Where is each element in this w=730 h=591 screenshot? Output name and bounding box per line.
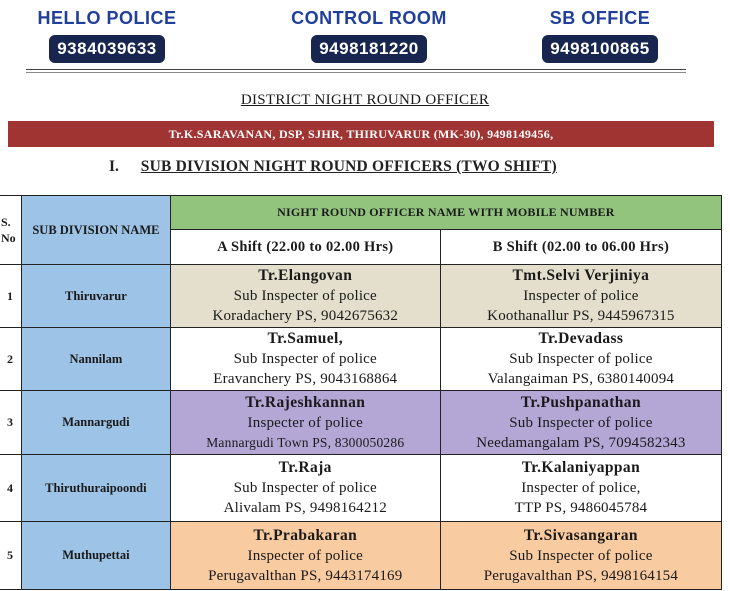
control-room-block xyxy=(275,8,463,63)
officer-station: Alivalam PS, 9498164212 xyxy=(223,500,387,516)
hello-police-title: HELLO POLICE xyxy=(37,8,177,28)
b-shift-officer xyxy=(440,265,721,328)
district-officer-banner: Tr.K.SARAVANAN, DSP, SJHR, THIRUVARUR (MK-30), 9498149456, xyxy=(8,121,714,147)
officer-name: Tr.Rajeshkannan xyxy=(245,393,366,411)
b-shift-officer xyxy=(440,455,721,522)
section-title: SUB DIVISION NIGHT ROUND OFFICERS (TWO SHIFT) xyxy=(140,158,557,175)
officer-name: Tr.Prabakaran xyxy=(253,526,358,544)
officer-rank: Sub Inspecter of police xyxy=(509,414,653,431)
column-header-b-shift: B Shift (02.00 to 06.00 Hrs) xyxy=(440,230,721,265)
officer-name: Tr.Pushpanathan xyxy=(520,393,641,411)
night-round-table xyxy=(0,195,722,590)
row-division: Nannilam xyxy=(22,328,171,391)
table-row xyxy=(0,265,722,328)
section-number: I. xyxy=(109,158,119,175)
column-header-a-shift: A Shift (22.00 to 02.00 Hrs) xyxy=(170,230,440,265)
officer-name: Tr.Raja xyxy=(278,459,332,476)
officer-rank: Inspecter of police xyxy=(247,414,363,431)
column-header-division: SUB DIVISION NAME xyxy=(22,196,171,265)
officer-rank: Inspecter of police xyxy=(523,288,639,304)
hello-police-block xyxy=(22,8,192,63)
row-division: Mannargudi xyxy=(22,391,171,455)
row-sno: 5 xyxy=(0,522,22,590)
officer-rank: Sub Inspecter of police xyxy=(233,288,377,304)
row-division: Thiruvarur xyxy=(22,265,171,328)
a-shift-officer xyxy=(170,391,440,455)
officer-rank: Sub Inspecter of police xyxy=(233,480,377,496)
section-heading xyxy=(109,158,557,176)
officer-name: Tmt.Selvi Verjiniya xyxy=(512,267,650,284)
officer-rank: Sub Inspecter of police xyxy=(509,351,653,367)
row-sno: 3 xyxy=(0,391,22,455)
sb-office-number: 9498100865 xyxy=(542,35,658,63)
officer-station: Koothanallur PS, 9445967315 xyxy=(487,308,675,324)
officer-station: Koradachery PS, 9042675632 xyxy=(212,308,399,324)
officer-name: Tr.Kalaniyappan xyxy=(521,459,641,476)
officer-station: Eravanchery PS, 9043168864 xyxy=(213,371,398,387)
table-row xyxy=(0,328,722,391)
control-room-number: 9498181220 xyxy=(311,35,427,63)
a-shift-officer xyxy=(170,265,440,328)
officer-rank: Inspecter of police xyxy=(247,547,363,564)
officer-rank: Sub Inspecter of police xyxy=(233,351,377,367)
officer-station: Needamangalam PS, 7094582343 xyxy=(476,434,686,451)
officer-station: Mannargudi Town PS, 8300050286 xyxy=(206,434,405,450)
officer-station: Perugavalthan PS, 9443174169 xyxy=(208,567,403,584)
officer-name: Tr.Devadass xyxy=(538,330,624,347)
officer-name: Tr.Sivasangaran xyxy=(523,526,638,544)
officer-name: Tr.Elangovan xyxy=(258,267,353,284)
b-shift-officer xyxy=(440,522,721,590)
officer-rank: Sub Inspecter of police xyxy=(509,547,653,564)
hello-police-number: 9384039633 xyxy=(49,35,165,63)
officer-station: TTP PS, 9486045784 xyxy=(514,500,648,516)
control-room-title: CONTROL ROOM xyxy=(291,8,447,28)
row-division: Muthupettai xyxy=(22,522,171,590)
sb-office-title: SB OFFICE xyxy=(549,8,651,28)
column-header-sno: S. No xyxy=(0,196,22,265)
row-sno: 2 xyxy=(0,328,22,391)
a-shift-officer xyxy=(170,455,440,522)
table-row xyxy=(0,522,722,590)
district-heading: DISTRICT NIGHT ROUND OFFICER xyxy=(240,92,490,108)
header-divider xyxy=(26,69,686,73)
row-sno: 4 xyxy=(0,455,22,522)
b-shift-officer xyxy=(440,328,721,391)
table-row xyxy=(0,455,722,522)
officer-station: Valangaiman PS, 6380140094 xyxy=(487,371,675,387)
officer-name: Tr.Samuel, xyxy=(267,330,343,347)
sb-office-block xyxy=(518,8,682,63)
a-shift-officer xyxy=(170,328,440,391)
b-shift-officer xyxy=(440,391,721,455)
column-header-group: NIGHT ROUND OFFICER NAME WITH MOBILE NUMBER xyxy=(170,196,721,230)
row-sno: 1 xyxy=(0,265,22,328)
a-shift-officer xyxy=(170,522,440,590)
officer-rank: Inspecter of police, xyxy=(521,480,641,496)
row-division: Thiruthuraipoondi xyxy=(22,455,171,522)
table-row xyxy=(0,391,722,455)
officer-station: Perugavalthan PS, 9498164154 xyxy=(483,567,679,584)
